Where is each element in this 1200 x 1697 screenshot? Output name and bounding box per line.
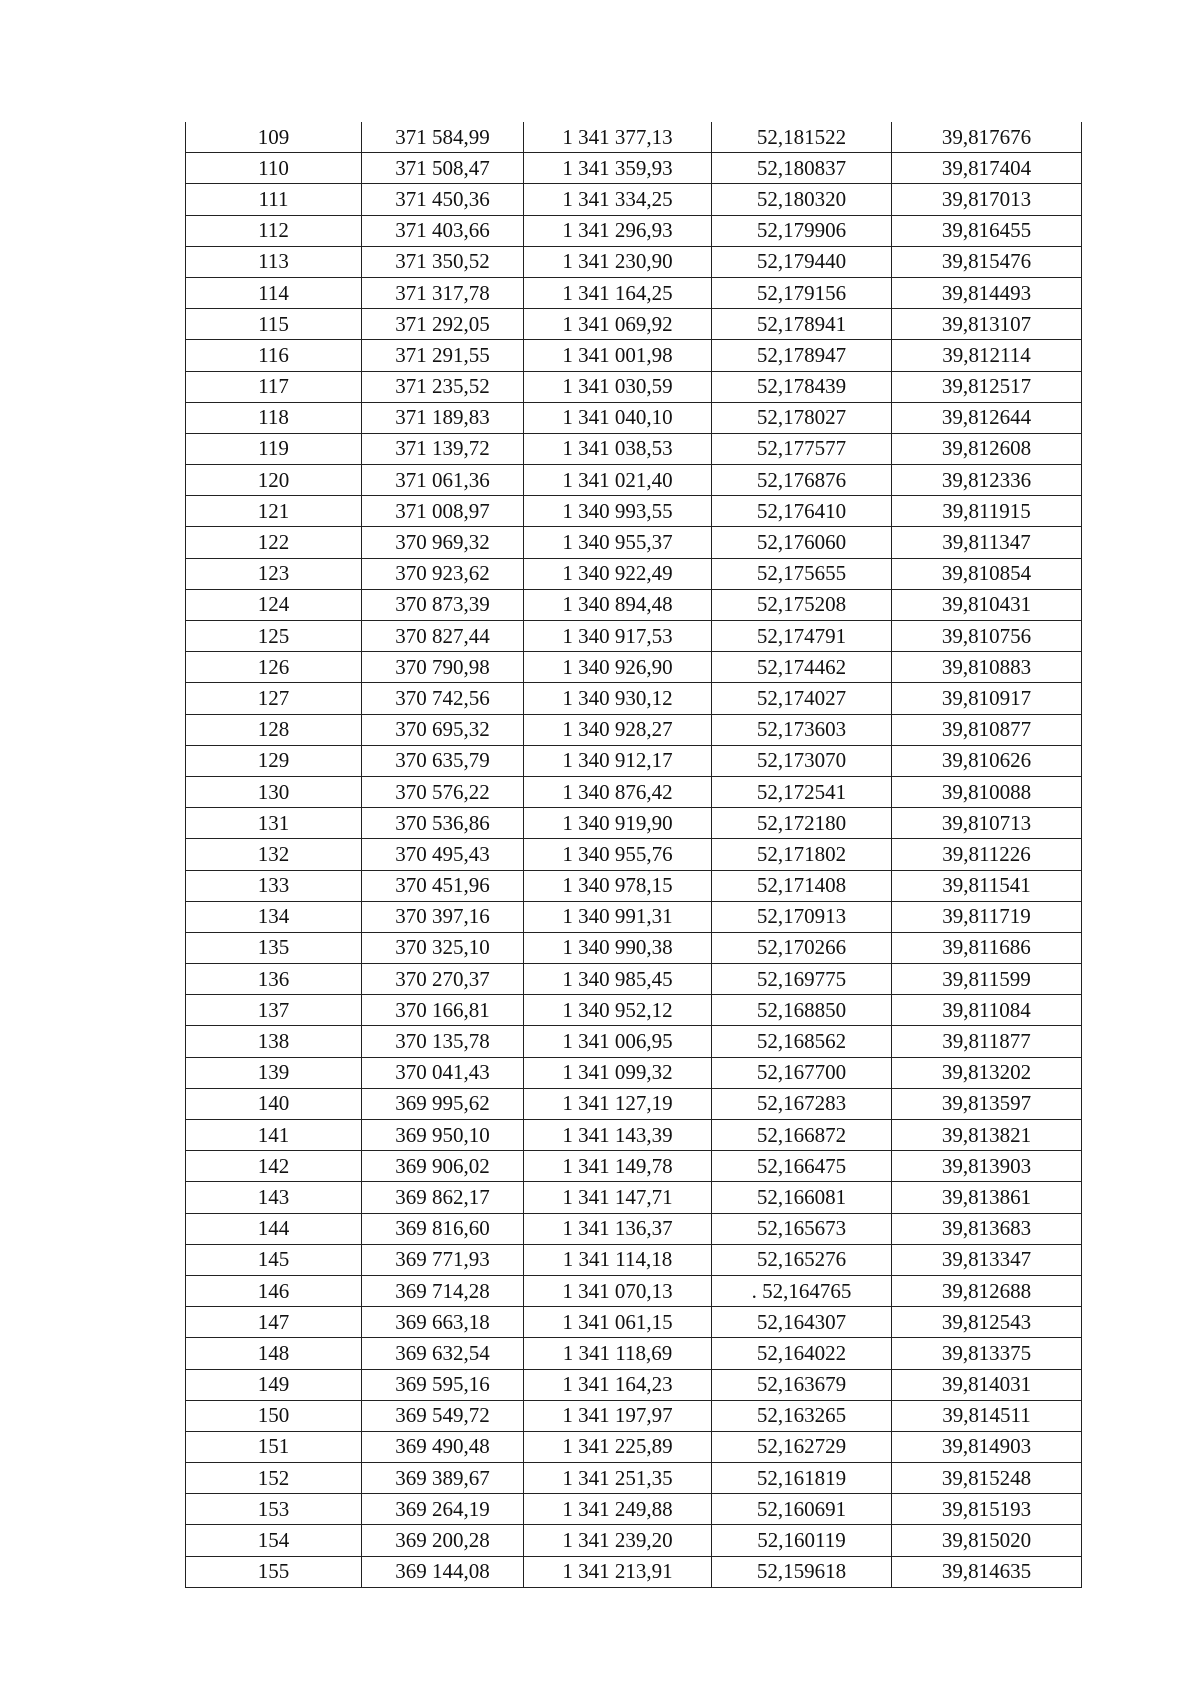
x-coordinate-cell: 369 663,18 <box>362 1307 524 1338</box>
point-number-cell: 122 <box>186 527 362 558</box>
longitude-cell: 39,811084 <box>892 995 1082 1026</box>
y-coordinate-cell: 1 341 251,35 <box>524 1463 712 1494</box>
x-coordinate-cell: 371 450,36 <box>362 184 524 215</box>
x-coordinate-cell: 369 490,48 <box>362 1431 524 1462</box>
point-number-cell: 154 <box>186 1525 362 1556</box>
x-coordinate-cell: 369 714,28 <box>362 1275 524 1306</box>
x-coordinate-cell: 370 397,16 <box>362 901 524 932</box>
table-row <box>186 246 1082 277</box>
point-number-cell: 112 <box>186 215 362 246</box>
x-coordinate-cell: 370 695,32 <box>362 714 524 745</box>
latitude-cell: 52,174791 <box>712 621 892 652</box>
latitude-cell: 52,168850 <box>712 995 892 1026</box>
table-row <box>186 1431 1082 1462</box>
longitude-cell: 39,817013 <box>892 184 1082 215</box>
longitude-cell: 39,815248 <box>892 1463 1082 1494</box>
y-coordinate-cell: 1 341 143,39 <box>524 1120 712 1151</box>
latitude-cell: 52,170913 <box>712 901 892 932</box>
latitude-cell: 52,172180 <box>712 808 892 839</box>
y-coordinate-cell: 1 340 952,12 <box>524 995 712 1026</box>
x-coordinate-cell: 369 264,19 <box>362 1494 524 1525</box>
point-number-cell: 117 <box>186 371 362 402</box>
y-coordinate-cell: 1 340 894,48 <box>524 589 712 620</box>
latitude-cell: 52,179906 <box>712 215 892 246</box>
x-coordinate-cell: 369 862,17 <box>362 1182 524 1213</box>
latitude-cell: 52,167283 <box>712 1088 892 1119</box>
latitude-cell: 52,171408 <box>712 870 892 901</box>
point-number-cell: 126 <box>186 652 362 683</box>
longitude-cell: 39,813597 <box>892 1088 1082 1119</box>
point-number-cell: 118 <box>186 402 362 433</box>
x-coordinate-cell: 371 061,36 <box>362 465 524 496</box>
point-number-cell: 128 <box>186 714 362 745</box>
y-coordinate-cell: 1 341 006,95 <box>524 1026 712 1057</box>
latitude-cell: 52,174462 <box>712 652 892 683</box>
longitude-cell: 39,812114 <box>892 340 1082 371</box>
x-coordinate-cell: 370 827,44 <box>362 621 524 652</box>
latitude-cell: 52,163679 <box>712 1369 892 1400</box>
table-row <box>186 1244 1082 1275</box>
longitude-cell: 39,812543 <box>892 1307 1082 1338</box>
x-coordinate-cell: 369 549,72 <box>362 1400 524 1431</box>
y-coordinate-cell: 1 340 985,45 <box>524 964 712 995</box>
table-row <box>186 1556 1082 1587</box>
longitude-cell: 39,815020 <box>892 1525 1082 1556</box>
latitude-cell: 52,180837 <box>712 153 892 184</box>
y-coordinate-cell: 1 341 164,23 <box>524 1369 712 1400</box>
latitude-cell: 52,173603 <box>712 714 892 745</box>
longitude-cell: 39,811226 <box>892 839 1082 870</box>
latitude-cell: 52,165276 <box>712 1244 892 1275</box>
latitude-cell: 52,173070 <box>712 745 892 776</box>
point-number-cell: 148 <box>186 1338 362 1369</box>
x-coordinate-cell: 369 200,28 <box>362 1525 524 1556</box>
longitude-cell: 39,810877 <box>892 714 1082 745</box>
latitude-cell: 52,169775 <box>712 964 892 995</box>
latitude-cell: 52,164307 <box>712 1307 892 1338</box>
x-coordinate-cell: 369 632,54 <box>362 1338 524 1369</box>
longitude-cell: 39,812517 <box>892 371 1082 402</box>
y-coordinate-cell: 1 340 917,53 <box>524 621 712 652</box>
y-coordinate-cell: 1 340 990,38 <box>524 932 712 963</box>
y-coordinate-cell: 1 340 930,12 <box>524 683 712 714</box>
table-row <box>186 1369 1082 1400</box>
x-coordinate-cell: 370 969,32 <box>362 527 524 558</box>
longitude-cell: 39,813202 <box>892 1057 1082 1088</box>
latitude-cell: 52,178941 <box>712 309 892 340</box>
table-row <box>186 1213 1082 1244</box>
latitude-cell: 52,166081 <box>712 1182 892 1213</box>
y-coordinate-cell: 1 340 922,49 <box>524 558 712 589</box>
longitude-cell: 39,811347 <box>892 527 1082 558</box>
latitude-cell: 52,163265 <box>712 1400 892 1431</box>
point-number-cell: 125 <box>186 621 362 652</box>
coordinates-table <box>185 122 1082 1588</box>
table-row <box>186 714 1082 745</box>
longitude-cell: 39,817676 <box>892 122 1082 153</box>
y-coordinate-cell: 1 341 359,93 <box>524 153 712 184</box>
point-number-cell: 115 <box>186 309 362 340</box>
point-number-cell: 110 <box>186 153 362 184</box>
latitude-cell: 52,175208 <box>712 589 892 620</box>
x-coordinate-cell: 370 536,86 <box>362 808 524 839</box>
longitude-cell: 39,810626 <box>892 745 1082 776</box>
longitude-cell: 39,812336 <box>892 465 1082 496</box>
table-row <box>186 1307 1082 1338</box>
point-number-cell: 119 <box>186 433 362 464</box>
y-coordinate-cell: 1 341 136,37 <box>524 1213 712 1244</box>
table-row <box>186 1338 1082 1369</box>
table-row <box>186 1026 1082 1057</box>
longitude-cell: 39,814031 <box>892 1369 1082 1400</box>
y-coordinate-cell: 1 340 993,55 <box>524 496 712 527</box>
y-coordinate-cell: 1 341 114,18 <box>524 1244 712 1275</box>
longitude-cell: 39,813903 <box>892 1151 1082 1182</box>
x-coordinate-cell: 370 635,79 <box>362 745 524 776</box>
longitude-cell: 39,813683 <box>892 1213 1082 1244</box>
longitude-cell: 39,814493 <box>892 277 1082 308</box>
longitude-cell: 39,811877 <box>892 1026 1082 1057</box>
table-row <box>186 558 1082 589</box>
y-coordinate-cell: 1 340 919,90 <box>524 808 712 839</box>
table-row <box>186 433 1082 464</box>
longitude-cell: 39,810854 <box>892 558 1082 589</box>
x-coordinate-cell: 370 135,78 <box>362 1026 524 1057</box>
table-row <box>186 1400 1082 1431</box>
y-coordinate-cell: 1 341 249,88 <box>524 1494 712 1525</box>
longitude-cell: 39,814511 <box>892 1400 1082 1431</box>
table-row <box>186 808 1082 839</box>
latitude-cell: . 52,164765 <box>712 1275 892 1306</box>
table-row <box>186 122 1082 153</box>
x-coordinate-cell: 371 584,99 <box>362 122 524 153</box>
table-row <box>186 995 1082 1026</box>
point-number-cell: 123 <box>186 558 362 589</box>
point-number-cell: 114 <box>186 277 362 308</box>
point-number-cell: 111 <box>186 184 362 215</box>
point-number-cell: 138 <box>186 1026 362 1057</box>
latitude-cell: 52,176410 <box>712 496 892 527</box>
latitude-cell: 52,168562 <box>712 1026 892 1057</box>
longitude-cell: 39,811915 <box>892 496 1082 527</box>
table-row <box>186 1182 1082 1213</box>
y-coordinate-cell: 1 341 239,20 <box>524 1525 712 1556</box>
x-coordinate-cell: 370 495,43 <box>362 839 524 870</box>
latitude-cell: 52,170266 <box>712 932 892 963</box>
y-coordinate-cell: 1 340 926,90 <box>524 652 712 683</box>
point-number-cell: 144 <box>186 1213 362 1244</box>
point-number-cell: 133 <box>186 870 362 901</box>
longitude-cell: 39,813107 <box>892 309 1082 340</box>
y-coordinate-cell: 1 341 213,91 <box>524 1556 712 1587</box>
y-coordinate-cell: 1 341 021,40 <box>524 465 712 496</box>
point-number-cell: 113 <box>186 246 362 277</box>
x-coordinate-cell: 370 790,98 <box>362 652 524 683</box>
longitude-cell: 39,810431 <box>892 589 1082 620</box>
table-row <box>186 589 1082 620</box>
latitude-cell: 52,172541 <box>712 776 892 807</box>
table-row <box>186 901 1082 932</box>
latitude-cell: 52,178439 <box>712 371 892 402</box>
point-number-cell: 139 <box>186 1057 362 1088</box>
latitude-cell: 52,181522 <box>712 122 892 153</box>
y-coordinate-cell: 1 340 955,76 <box>524 839 712 870</box>
point-number-cell: 121 <box>186 496 362 527</box>
point-number-cell: 145 <box>186 1244 362 1275</box>
table-row <box>186 870 1082 901</box>
table-row <box>186 309 1082 340</box>
longitude-cell: 39,815193 <box>892 1494 1082 1525</box>
table-row <box>186 1057 1082 1088</box>
table-row <box>186 683 1082 714</box>
latitude-cell: 52,161819 <box>712 1463 892 1494</box>
point-number-cell: 129 <box>186 745 362 776</box>
point-number-cell: 134 <box>186 901 362 932</box>
longitude-cell: 39,810917 <box>892 683 1082 714</box>
point-number-cell: 149 <box>186 1369 362 1400</box>
y-coordinate-cell: 1 341 069,92 <box>524 309 712 340</box>
y-coordinate-cell: 1 341 147,71 <box>524 1182 712 1213</box>
y-coordinate-cell: 1 341 061,15 <box>524 1307 712 1338</box>
longitude-cell: 39,810713 <box>892 808 1082 839</box>
longitude-cell: 39,813347 <box>892 1244 1082 1275</box>
x-coordinate-cell: 369 906,02 <box>362 1151 524 1182</box>
point-number-cell: 130 <box>186 776 362 807</box>
x-coordinate-cell: 371 008,97 <box>362 496 524 527</box>
y-coordinate-cell: 1 340 955,37 <box>524 527 712 558</box>
longitude-cell: 39,810883 <box>892 652 1082 683</box>
latitude-cell: 52,180320 <box>712 184 892 215</box>
y-coordinate-cell: 1 341 127,19 <box>524 1088 712 1119</box>
x-coordinate-cell: 371 189,83 <box>362 402 524 433</box>
x-coordinate-cell: 370 451,96 <box>362 870 524 901</box>
y-coordinate-cell: 1 341 040,10 <box>524 402 712 433</box>
y-coordinate-cell: 1 341 230,90 <box>524 246 712 277</box>
table-row <box>186 215 1082 246</box>
x-coordinate-cell: 369 389,67 <box>362 1463 524 1494</box>
latitude-cell: 52,162729 <box>712 1431 892 1462</box>
point-number-cell: 153 <box>186 1494 362 1525</box>
latitude-cell: 52,165673 <box>712 1213 892 1244</box>
point-number-cell: 147 <box>186 1307 362 1338</box>
point-number-cell: 150 <box>186 1400 362 1431</box>
x-coordinate-cell: 370 576,22 <box>362 776 524 807</box>
y-coordinate-cell: 1 341 030,59 <box>524 371 712 402</box>
x-coordinate-cell: 371 508,47 <box>362 153 524 184</box>
longitude-cell: 39,813375 <box>892 1338 1082 1369</box>
y-coordinate-cell: 1 340 876,42 <box>524 776 712 807</box>
table-row <box>186 1151 1082 1182</box>
table-row <box>186 839 1082 870</box>
x-coordinate-cell: 370 742,56 <box>362 683 524 714</box>
table-row <box>186 402 1082 433</box>
x-coordinate-cell: 370 041,43 <box>362 1057 524 1088</box>
point-number-cell: 142 <box>186 1151 362 1182</box>
latitude-cell: 52,176876 <box>712 465 892 496</box>
x-coordinate-cell: 369 816,60 <box>362 1213 524 1244</box>
point-number-cell: 143 <box>186 1182 362 1213</box>
point-number-cell: 124 <box>186 589 362 620</box>
latitude-cell: 52,179440 <box>712 246 892 277</box>
table-row <box>186 465 1082 496</box>
table-row <box>186 1525 1082 1556</box>
longitude-cell: 39,813821 <box>892 1120 1082 1151</box>
latitude-cell: 52,171802 <box>712 839 892 870</box>
x-coordinate-cell: 370 873,39 <box>362 589 524 620</box>
y-coordinate-cell: 1 341 225,89 <box>524 1431 712 1462</box>
point-number-cell: 146 <box>186 1275 362 1306</box>
x-coordinate-cell: 370 923,62 <box>362 558 524 589</box>
x-coordinate-cell: 371 139,72 <box>362 433 524 464</box>
point-number-cell: 152 <box>186 1463 362 1494</box>
y-coordinate-cell: 1 341 070,13 <box>524 1275 712 1306</box>
y-coordinate-cell: 1 341 334,25 <box>524 184 712 215</box>
x-coordinate-cell: 370 166,81 <box>362 995 524 1026</box>
x-coordinate-cell: 370 270,37 <box>362 964 524 995</box>
table-row <box>186 1494 1082 1525</box>
x-coordinate-cell: 370 325,10 <box>362 932 524 963</box>
latitude-cell: 52,164022 <box>712 1338 892 1369</box>
table-row <box>186 1088 1082 1119</box>
x-coordinate-cell: 369 950,10 <box>362 1120 524 1151</box>
longitude-cell: 39,811719 <box>892 901 1082 932</box>
latitude-cell: 52,159618 <box>712 1556 892 1587</box>
point-number-cell: 136 <box>186 964 362 995</box>
longitude-cell: 39,811599 <box>892 964 1082 995</box>
latitude-cell: 52,176060 <box>712 527 892 558</box>
y-coordinate-cell: 1 341 377,13 <box>524 122 712 153</box>
table-row <box>186 932 1082 963</box>
point-number-cell: 120 <box>186 465 362 496</box>
y-coordinate-cell: 1 341 296,93 <box>524 215 712 246</box>
longitude-cell: 39,811686 <box>892 932 1082 963</box>
x-coordinate-cell: 369 595,16 <box>362 1369 524 1400</box>
x-coordinate-cell: 371 403,66 <box>362 215 524 246</box>
point-number-cell: 135 <box>186 932 362 963</box>
latitude-cell: 52,178027 <box>712 402 892 433</box>
longitude-cell: 39,810756 <box>892 621 1082 652</box>
longitude-cell: 39,812644 <box>892 402 1082 433</box>
y-coordinate-cell: 1 341 164,25 <box>524 277 712 308</box>
table-row <box>186 964 1082 995</box>
longitude-cell: 39,812688 <box>892 1275 1082 1306</box>
y-coordinate-cell: 1 341 149,78 <box>524 1151 712 1182</box>
point-number-cell: 109 <box>186 122 362 153</box>
point-number-cell: 131 <box>186 808 362 839</box>
table-row <box>186 652 1082 683</box>
latitude-cell: 52,174027 <box>712 683 892 714</box>
latitude-cell: 52,160119 <box>712 1525 892 1556</box>
table-row <box>186 371 1082 402</box>
latitude-cell: 52,166475 <box>712 1151 892 1182</box>
latitude-cell: 52,166872 <box>712 1120 892 1151</box>
point-number-cell: 140 <box>186 1088 362 1119</box>
table-row <box>186 496 1082 527</box>
x-coordinate-cell: 371 350,52 <box>362 246 524 277</box>
latitude-cell: 52,177577 <box>712 433 892 464</box>
latitude-cell: 52,167700 <box>712 1057 892 1088</box>
latitude-cell: 52,175655 <box>712 558 892 589</box>
longitude-cell: 39,810088 <box>892 776 1082 807</box>
latitude-cell: 52,179156 <box>712 277 892 308</box>
x-coordinate-cell: 369 995,62 <box>362 1088 524 1119</box>
longitude-cell: 39,811541 <box>892 870 1082 901</box>
point-number-cell: 151 <box>186 1431 362 1462</box>
point-number-cell: 116 <box>186 340 362 371</box>
x-coordinate-cell: 369 144,08 <box>362 1556 524 1587</box>
point-number-cell: 137 <box>186 995 362 1026</box>
y-coordinate-cell: 1 341 118,69 <box>524 1338 712 1369</box>
y-coordinate-cell: 1 341 001,98 <box>524 340 712 371</box>
latitude-cell: 52,178947 <box>712 340 892 371</box>
latitude-cell: 52,160691 <box>712 1494 892 1525</box>
table-row <box>186 184 1082 215</box>
longitude-cell: 39,815476 <box>892 246 1082 277</box>
longitude-cell: 39,814635 <box>892 1556 1082 1587</box>
x-coordinate-cell: 371 291,55 <box>362 340 524 371</box>
longitude-cell: 39,814903 <box>892 1431 1082 1462</box>
point-number-cell: 127 <box>186 683 362 714</box>
x-coordinate-cell: 371 235,52 <box>362 371 524 402</box>
x-coordinate-cell: 369 771,93 <box>362 1244 524 1275</box>
table-row <box>186 776 1082 807</box>
y-coordinate-cell: 1 340 928,27 <box>524 714 712 745</box>
y-coordinate-cell: 1 340 991,31 <box>524 901 712 932</box>
y-coordinate-cell: 1 341 197,97 <box>524 1400 712 1431</box>
table-row <box>186 1275 1082 1306</box>
coordinates-table-body <box>186 122 1082 1587</box>
point-number-cell: 155 <box>186 1556 362 1587</box>
table-row <box>186 1120 1082 1151</box>
point-number-cell: 141 <box>186 1120 362 1151</box>
y-coordinate-cell: 1 341 099,32 <box>524 1057 712 1088</box>
table-row <box>186 1463 1082 1494</box>
table-row <box>186 277 1082 308</box>
longitude-cell: 39,817404 <box>892 153 1082 184</box>
longitude-cell: 39,816455 <box>892 215 1082 246</box>
table-row <box>186 621 1082 652</box>
table-row <box>186 340 1082 371</box>
y-coordinate-cell: 1 340 912,17 <box>524 745 712 776</box>
x-coordinate-cell: 371 317,78 <box>362 277 524 308</box>
point-number-cell: 132 <box>186 839 362 870</box>
y-coordinate-cell: 1 341 038,53 <box>524 433 712 464</box>
longitude-cell: 39,812608 <box>892 433 1082 464</box>
table-row <box>186 153 1082 184</box>
y-coordinate-cell: 1 340 978,15 <box>524 870 712 901</box>
table-row <box>186 527 1082 558</box>
table-row <box>186 745 1082 776</box>
x-coordinate-cell: 371 292,05 <box>362 309 524 340</box>
longitude-cell: 39,813861 <box>892 1182 1082 1213</box>
